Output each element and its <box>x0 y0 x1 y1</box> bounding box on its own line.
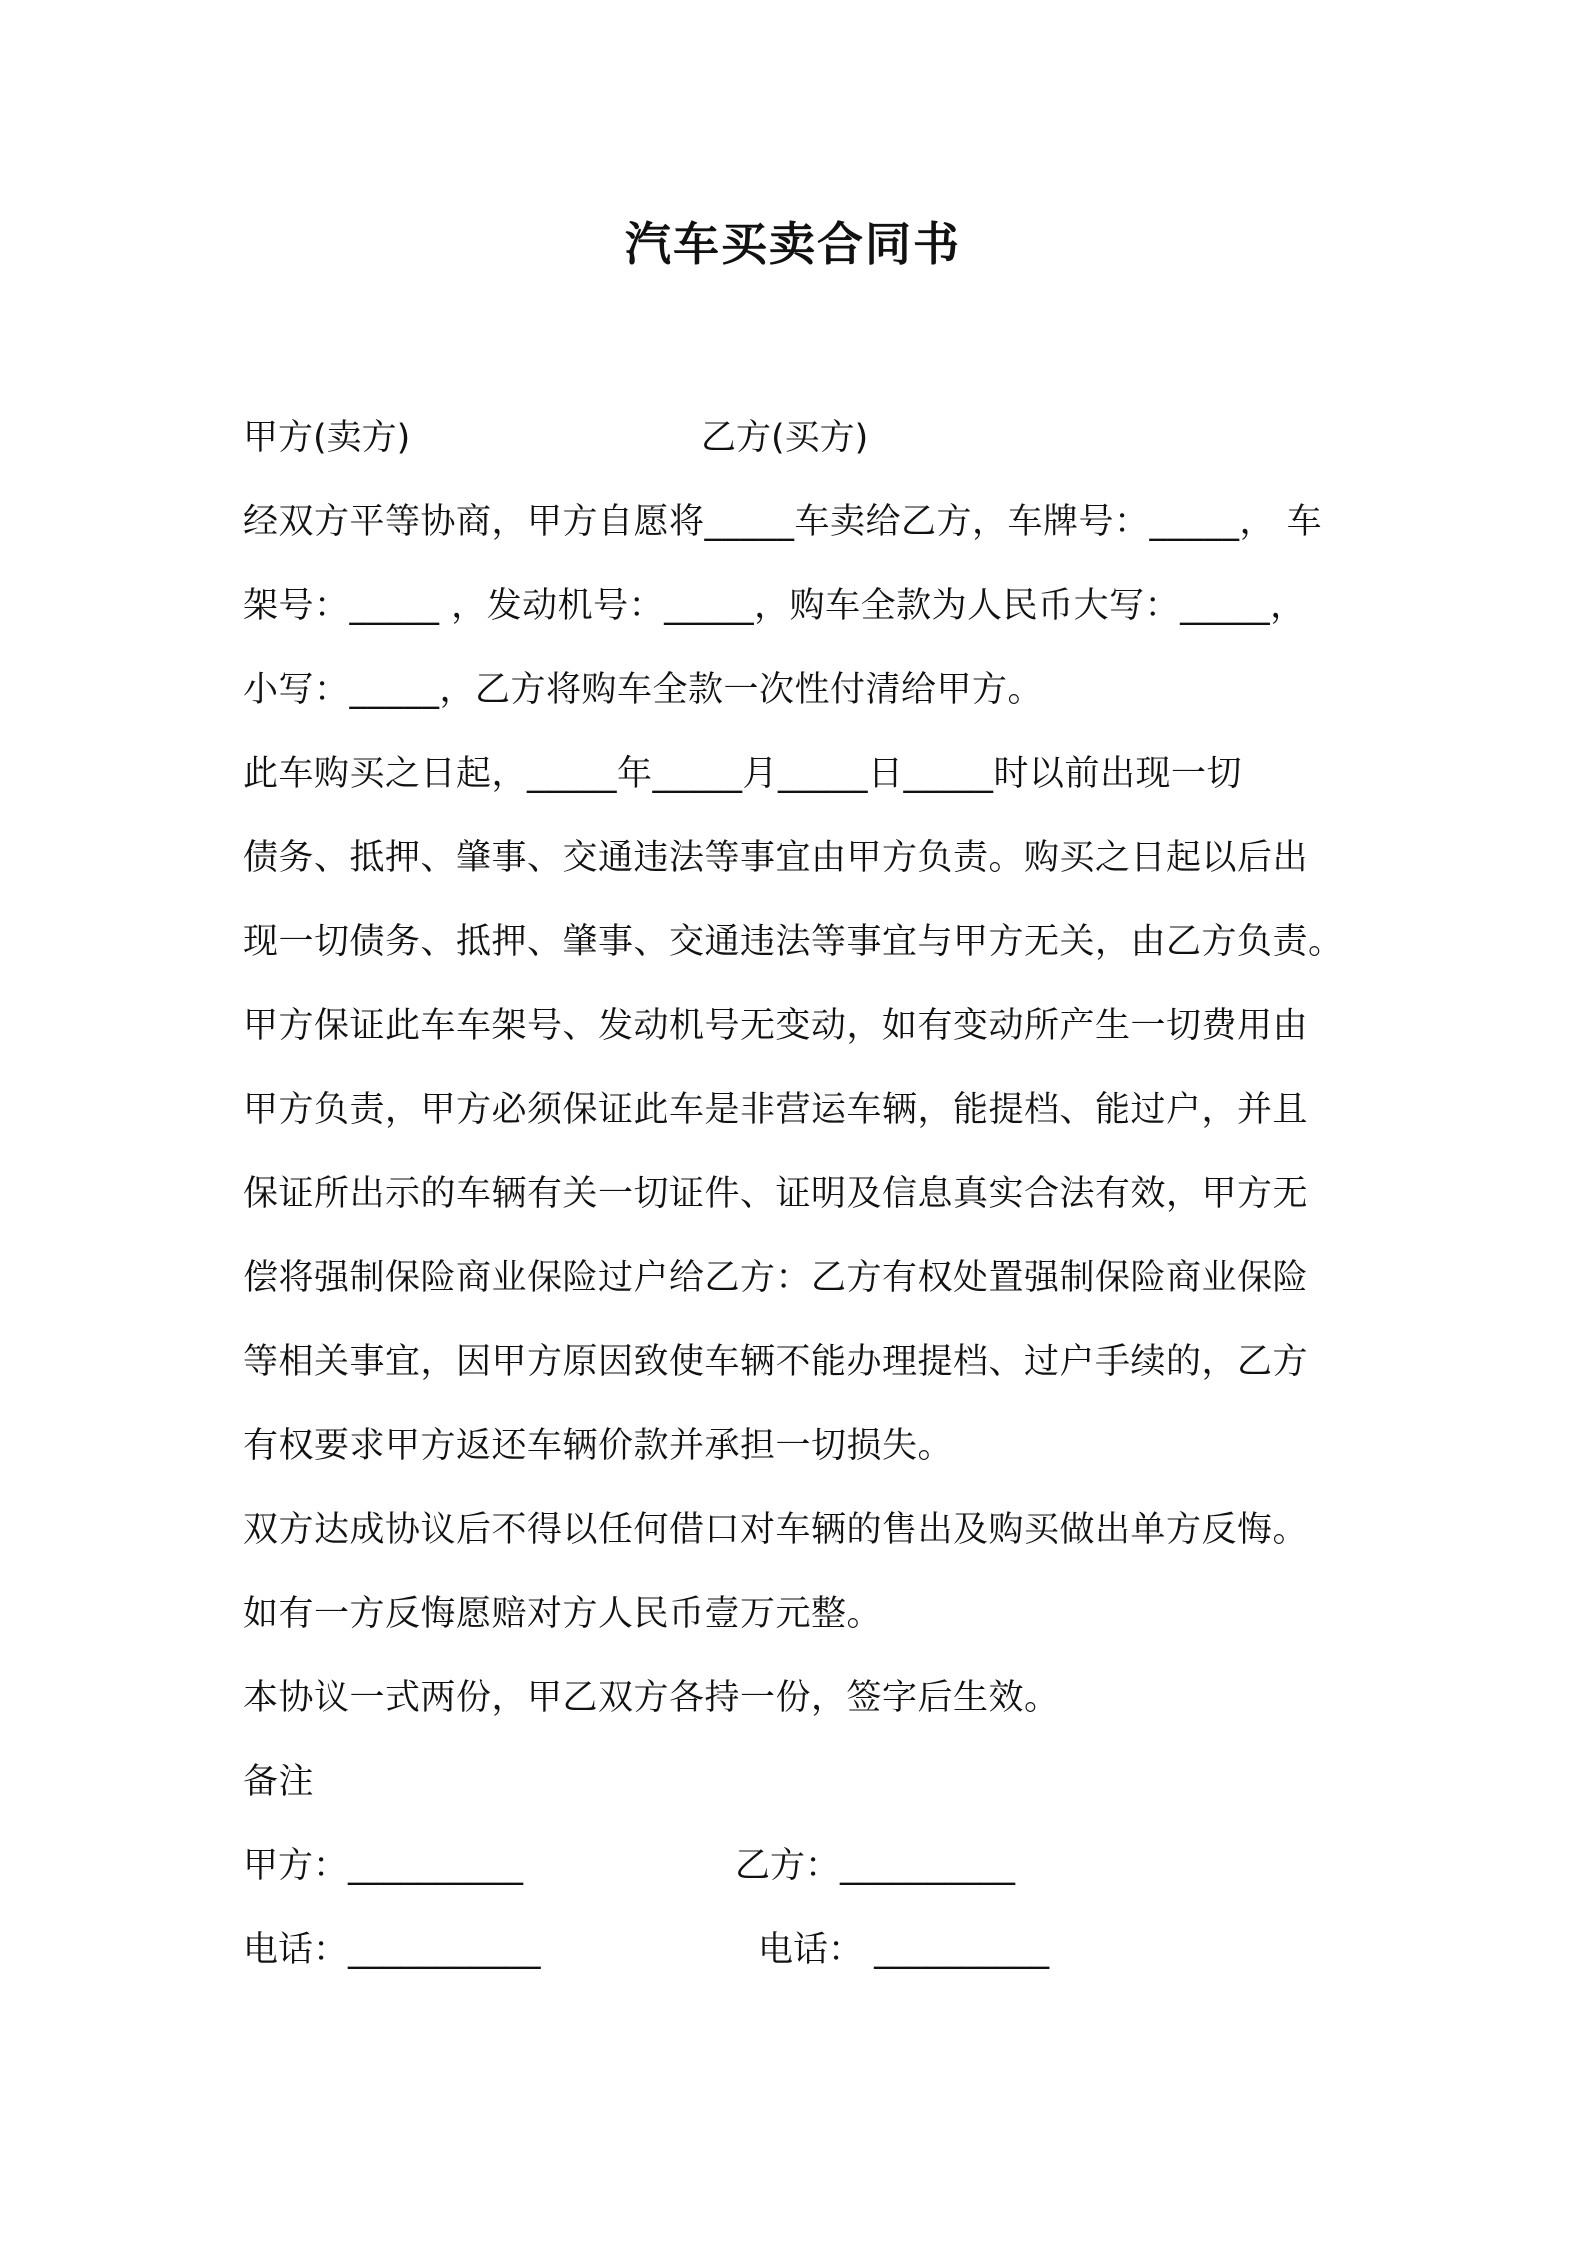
body-line-3: 小写：_____，乙方将购车全款一次性付清给甲方。 <box>243 670 1044 710</box>
body-line-7: 甲方保证此车车架号、发动机号无变动，如有变动所产生一切费用由 <box>243 1006 1309 1046</box>
party-b-signature-field: 乙方：__________ <box>735 1846 1016 1886</box>
remarks-label: 备注 <box>243 1762 315 1802</box>
body-line-12: 有权要求甲方返还车辆价款并承担一切损失。 <box>243 1426 954 1466</box>
body-line-11: 等相关事宜，因甲方原因致使车辆不能办理提档、过户手续的，乙方 <box>243 1342 1309 1382</box>
party-a-heading: 甲方(卖方) <box>243 418 411 458</box>
body-line-9: 保证所出示的车辆有关一切证件、证明及信息真实合法有效，甲方无 <box>243 1174 1309 1214</box>
document-title: 汽车买卖合同书 <box>625 217 961 271</box>
body-line-10: 偿将强制保险商业保险过户给乙方：乙方有权处置强制保险商业保险 <box>243 1258 1309 1298</box>
body-line-2: 架号：_____ ，发动机号：_____，购车全款为人民币大写：_____， <box>243 586 1306 626</box>
body-line-5: 债务、抵押、肇事、交通违法等事宜由甲方负责。购买之日起以后出 <box>243 838 1309 878</box>
body-line-6: 现一切债务、抵押、肇事、交通违法等事宜与甲方无关，由乙方负责。 <box>243 922 1344 962</box>
body-line-13: 双方达成协议后不得以任何借口对车辆的售出及购买做出单方反悔。 <box>243 1510 1309 1550</box>
body-line-8: 甲方负责，甲方必须保证此车是非营运车辆，能提档、能过户，并且 <box>243 1090 1309 1130</box>
party-b-phone-field: 电话： __________ <box>758 1930 1050 1970</box>
body-line-15: 本协议一式两份，甲乙双方各持一份，签字后生效。 <box>243 1678 1060 1718</box>
body-line-4: 此车购买之日起，_____年_____月_____日_____时以前出现一切 <box>243 754 1243 794</box>
party-a-phone-field: 电话：___________ <box>243 1930 541 1970</box>
body-line-14: 如有一方反悔愿赔对方人民币壹万元整。 <box>243 1594 883 1634</box>
party-b-heading: 乙方(买方) <box>701 418 869 458</box>
party-a-signature-field: 甲方：__________ <box>243 1846 524 1886</box>
body-line-1: 经双方平等协商，甲方自愿将_____车卖给乙方，车牌号：_____， 车 <box>243 502 1323 542</box>
